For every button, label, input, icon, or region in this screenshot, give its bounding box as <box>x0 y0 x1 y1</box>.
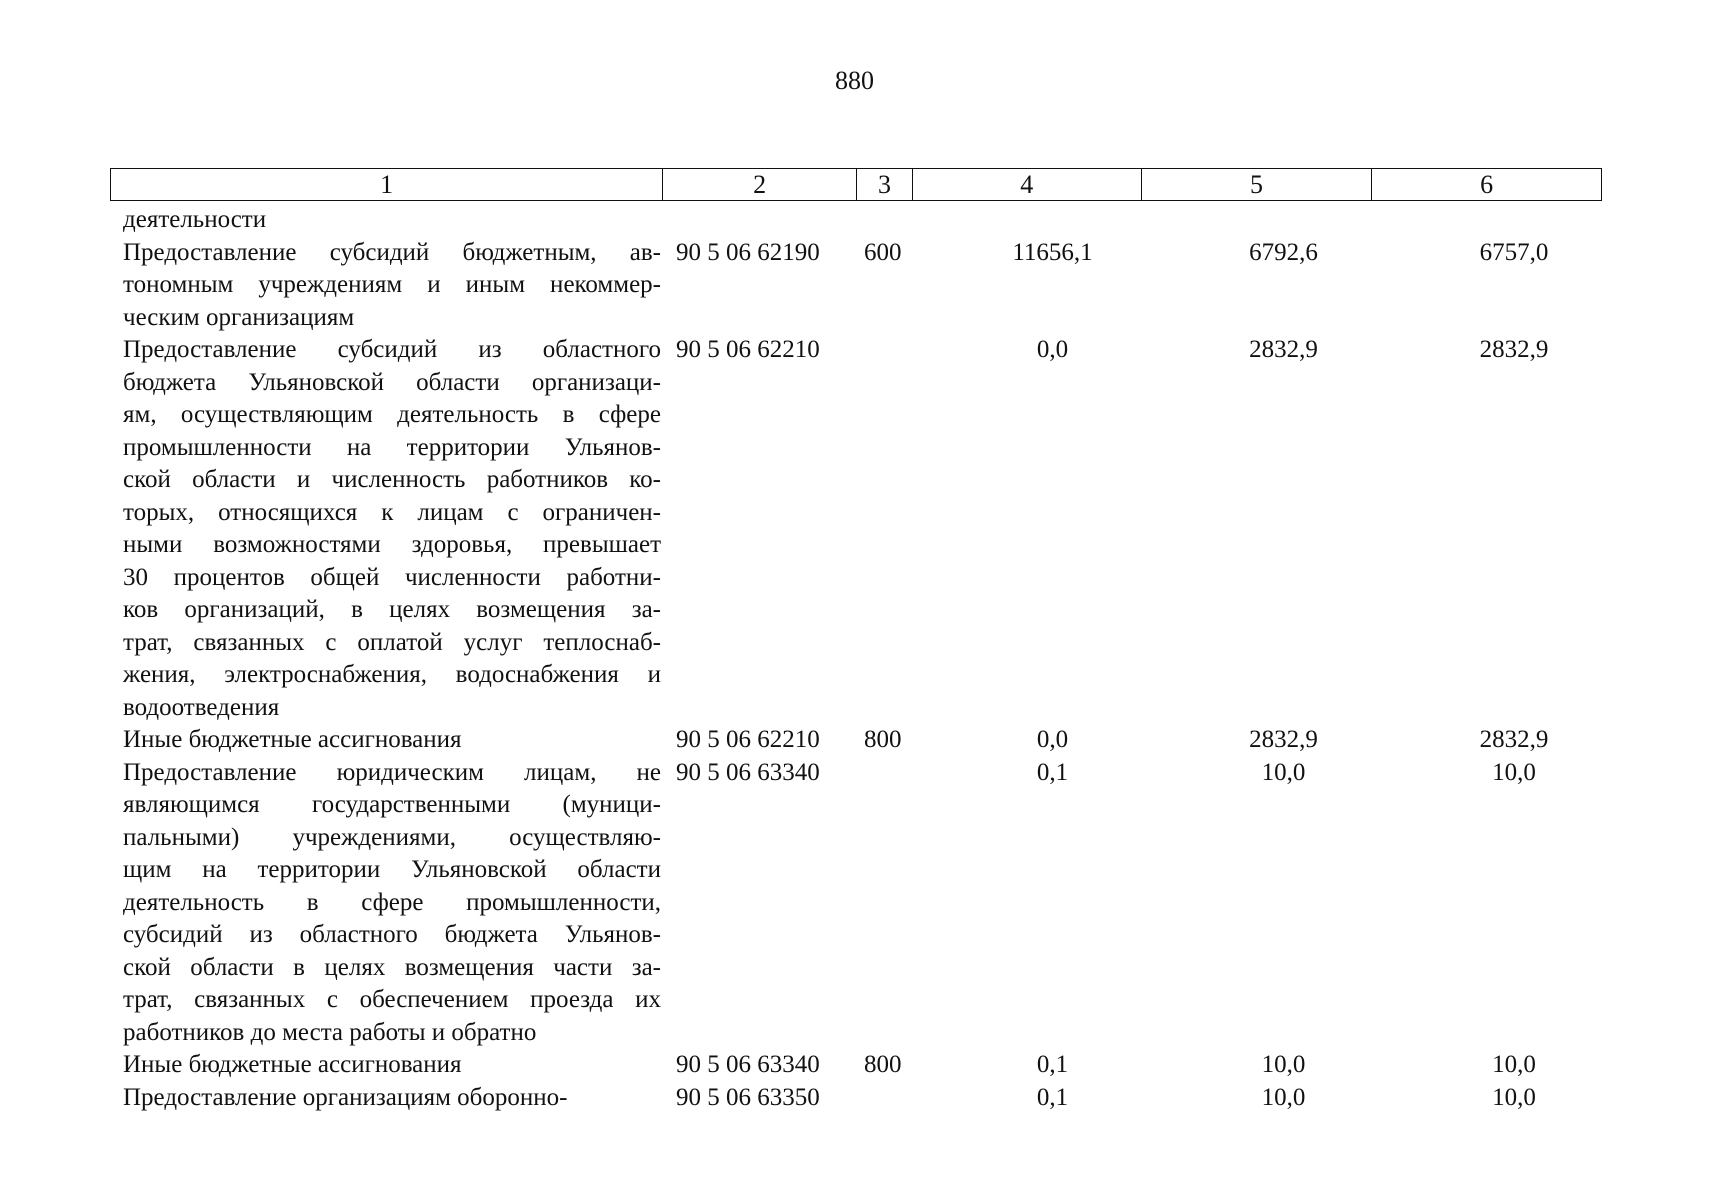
description-line: являющимся государственными (муници- <box>123 791 661 818</box>
description-line: Предоставление субсидий из областного <box>123 336 661 363</box>
description-line: ческим организациям <box>123 303 355 331</box>
header-col-6: 6 <box>1371 169 1601 200</box>
row-value-col6: 10,0 <box>1492 1083 1536 1111</box>
row-value-col4: 0,1 <box>1036 1083 1069 1111</box>
description-line: пальными) учреждениями, осуществляю- <box>123 823 661 851</box>
row-target-code: 90 5 06 62190 <box>676 238 820 266</box>
header-col-1: 1 <box>380 170 394 199</box>
page-number: 880 <box>835 66 874 95</box>
row-target-code: 90 5 06 63340 <box>676 758 820 786</box>
description-line: 30 процентов общей численности работни- <box>123 563 661 591</box>
row-description <box>123 757 661 1050</box>
row-value-col5: 10,0 <box>1261 758 1306 786</box>
row-value-col4: 11656,1 <box>1012 238 1093 266</box>
description-line: Иные бюджетные ассигнования <box>123 726 462 753</box>
row-value-col6: 10,0 <box>1492 1051 1536 1078</box>
row-value-col6: 2832,9 <box>1479 726 1549 753</box>
row-value-col6: 10,0 <box>1492 758 1536 786</box>
row-value-col5: 2832,9 <box>1249 726 1318 753</box>
description-line: деятельности <box>123 206 267 233</box>
row-description <box>123 724 661 757</box>
row-target-code: 90 5 06 63340 <box>676 1051 820 1078</box>
description-line: трат, связанных с обеспечением проезда их <box>123 986 661 1013</box>
description-line: трат, связанных с оплатой услуг теплоснаб- <box>123 628 661 656</box>
row-value-col4: 0,1 <box>1036 1051 1069 1078</box>
description-line: ными возможностями здоровья, превышает <box>123 531 661 558</box>
description-line: тономным учреждениям и иным некоммер- <box>123 271 661 298</box>
row-value-col4: 0,0 <box>1036 726 1069 753</box>
description-line: работников до места работы и обратно <box>123 1018 537 1046</box>
description-line: бюджета Ульяновской области организаци- <box>123 368 661 396</box>
row-target-code: 90 5 06 63350 <box>676 1083 820 1111</box>
row-description <box>123 1082 661 1115</box>
row-value-col4: 0,0 <box>1036 336 1069 363</box>
row-target-code: 90 5 06 62210 <box>676 336 820 363</box>
row-description <box>123 237 661 335</box>
row-value-col6: 2832,9 <box>1479 336 1549 363</box>
row-value-col4: 0,1 <box>1036 758 1069 786</box>
description-line: щим на территории Ульяновской области <box>123 856 661 883</box>
row-value-col5: 6792,6 <box>1249 238 1318 266</box>
description-line: промышленности на территории Ульянов- <box>123 433 661 461</box>
row-value-col6: 6757,0 <box>1479 238 1549 266</box>
table-header <box>110 168 1602 201</box>
description-line: жения, электроснабжения, водоснабжения и <box>123 661 661 688</box>
row-expense-type: 600 <box>864 238 902 266</box>
header-col-3: 3 <box>856 169 912 200</box>
row-description <box>123 1049 661 1082</box>
description-line: деятельность в сфере промышленности, <box>123 888 661 916</box>
row-value-col5: 2832,9 <box>1249 336 1318 363</box>
description-line: ям, осуществляющим деятельность в сфере <box>123 401 661 428</box>
description-line: субсидий из областного бюджета Ульянов- <box>123 921 661 948</box>
description-line: Предоставление юридическим лицам, не <box>123 758 661 786</box>
row-expense-type: 800 <box>864 1051 902 1078</box>
row-description <box>123 334 661 724</box>
description-line: Предоставление организациям оборонно- <box>123 1083 568 1111</box>
row-value-col5: 10,0 <box>1261 1051 1306 1078</box>
row-expense-type: 800 <box>864 726 902 753</box>
row-value-col5: 10,0 <box>1261 1083 1306 1111</box>
row-description <box>123 204 661 237</box>
description-line: Иные бюджетные ассигнования <box>123 1051 462 1078</box>
description-line: торых, относящихся к лицам с ограничен- <box>123 498 661 526</box>
description-line: ков организаций, в целях возмещения за- <box>123 596 661 623</box>
header-col-5: 5 <box>1141 169 1372 200</box>
header-col-2: 2 <box>662 169 856 200</box>
description-line: водоотведения <box>123 693 280 721</box>
row-target-code: 90 5 06 62210 <box>676 726 820 753</box>
description-line: ской области и численность работников ко- <box>123 466 661 493</box>
description-line: ской области в целях возмещения части за- <box>123 953 661 981</box>
header-col-4: 4 <box>912 169 1141 200</box>
description-line: Предоставление субсидий бюджетным, ав- <box>123 238 661 266</box>
